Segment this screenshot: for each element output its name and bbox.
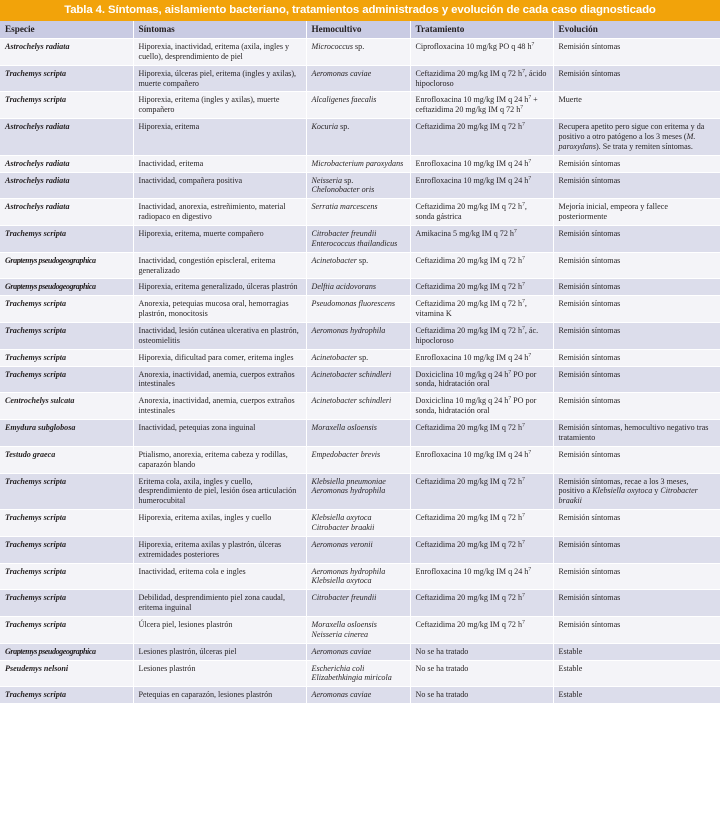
- table-row: [0, 420, 720, 447]
- cell-evolucion: Remisión síntomas: [553, 446, 720, 473]
- cell-especie: Testudo graeca: [0, 446, 133, 473]
- cell-evolucion: Remisión síntomas: [553, 172, 720, 199]
- cell-sintomas: Hiporexia, eritema axilas, ingles y cuello: [133, 510, 306, 537]
- table-row: [0, 590, 720, 617]
- table-row: [0, 393, 720, 420]
- cell-especie: Trachemys scripta: [0, 296, 133, 323]
- cell-tratamiento: Ceftazidima 20 mg/kg IM q 72 $h^7$, ácido hipocloroso: [410, 65, 553, 92]
- column-header-hemocultivo: Hemocultivo: [306, 21, 410, 39]
- table-row: [0, 172, 720, 199]
- cell-sintomas: Lesiones plastrón, úlceras piel: [133, 643, 306, 660]
- cell-especie: Trachemys scripta: [0, 687, 133, 704]
- cell-evolucion: Remisión síntomas: [553, 226, 720, 253]
- table-row: [0, 199, 720, 226]
- cell-hemocultivo: Klebsiella oxytoca Citrobacter braakii: [306, 510, 410, 537]
- cell-hemocultivo: Aeromonas hydrophila: [306, 323, 410, 350]
- cell-evolucion: Remisión síntomas: [553, 349, 720, 366]
- cell-tratamiento: Ciprofloxacina 10 mg/kg PO q 48 $h^7$: [410, 39, 553, 66]
- cell-sintomas: Inactividad, eritema cola e ingles: [133, 563, 306, 590]
- table-row: [0, 323, 720, 350]
- cell-evolucion: Muerte: [553, 92, 720, 119]
- cell-evolucion: Remisión síntomas: [553, 616, 720, 643]
- cell-tratamiento: Ceftazidima 20 mg/kg IM q 72 $h^7$, ác. hipocloroso: [410, 323, 553, 350]
- cell-tratamiento: Enrofloxacina 10 mg/kg IM q 24 $h^7$: [410, 349, 553, 366]
- cell-sintomas: Inactividad, compañera positiva: [133, 172, 306, 199]
- cell-especie: Trachemys scripta: [0, 473, 133, 510]
- cell-tratamiento: Ceftazidima 20 mg/kg IM q 72 $h^7$: [410, 420, 553, 447]
- cell-evolucion: Estable: [553, 687, 720, 704]
- table-row: [0, 563, 720, 590]
- cell-tratamiento: Enrofloxacina 10 mg/kg IM q 24 $h^7$: [410, 446, 553, 473]
- cell-especie: Trachemys scripta: [0, 92, 133, 119]
- cell-especie: Trachemys scripta: [0, 510, 133, 537]
- cell-tratamiento: Amikacina 5 mg/kg IM q 72 $h^7$: [410, 226, 553, 253]
- cell-hemocultivo: Acinetobacter sp.: [306, 349, 410, 366]
- cell-sintomas: Inactividad, petequias zona inguinal: [133, 420, 306, 447]
- cell-hemocultivo: Moraxella osloensis Neisseria cinerea: [306, 616, 410, 643]
- cell-sintomas: Inactividad, congestión episcleral, eritema generalizado: [133, 252, 306, 279]
- cell-evolucion: Mejoría inicial, empeora y fallece posteriormente: [553, 199, 720, 226]
- cell-especie: Trachemys scripta: [0, 563, 133, 590]
- table-row: [0, 119, 720, 156]
- cell-especie: Trachemys scripta: [0, 349, 133, 366]
- cell-tratamiento: Ceftazidima 20 mg/kg IM q 72 $h^7$: [410, 536, 553, 563]
- cell-hemocultivo: Klebsiella pneumoniae Aeromonas hydrophila: [306, 473, 410, 510]
- cell-tratamiento: Enrofloxacina 10 mg/kg IM q 24 $h^7$: [410, 563, 553, 590]
- table-title: Tabla 4. Síntomas, aislamiento bacteriano, tratamientos administrados y evolución de cada caso diagnosticado: [0, 0, 720, 21]
- cell-hemocultivo: Acinetobacter sp.: [306, 252, 410, 279]
- table-row: [0, 687, 720, 704]
- cell-evolucion: Remisión síntomas: [553, 155, 720, 172]
- table-row: [0, 296, 720, 323]
- cell-tratamiento: Doxiciclina 10 mg/kg q 24 $h^7$ PO por sonda, hidratación oral: [410, 393, 553, 420]
- cell-hemocultivo: Acinetobacter schindleri: [306, 366, 410, 393]
- cell-sintomas: Ptialismo, anorexia, eritema cabeza y rodillas, caparazón blando: [133, 446, 306, 473]
- cell-sintomas: Hiporexia, eritema axilas y plastrón, úlceras extremidades posteriores: [133, 536, 306, 563]
- cell-tratamiento: Ceftazidima 20 mg/kg IM q 72 $h^7$, sonda gástrica: [410, 199, 553, 226]
- cell-hemocultivo: Micrococcus sp.: [306, 39, 410, 66]
- table-row: [0, 446, 720, 473]
- cell-evolucion: Remisión síntomas, hemocultivo negativo tras tratamiento: [553, 420, 720, 447]
- cell-evolucion: Remisión síntomas: [553, 510, 720, 537]
- cell-hemocultivo: Moraxella osloensis: [306, 420, 410, 447]
- table-body: [0, 39, 720, 704]
- data-table: [0, 21, 720, 704]
- cell-hemocultivo: Aeromonas caviae: [306, 643, 410, 660]
- cell-evolucion: Remisión síntomas: [553, 563, 720, 590]
- table-row: [0, 473, 720, 510]
- cell-especie: Graptemys pseudogeographica: [0, 643, 133, 660]
- cell-tratamiento: Doxiciclina 10 mg/kg q 24 $h^7$ PO por sonda, hidratación oral: [410, 366, 553, 393]
- cell-tratamiento: Ceftazidima 20 mg/kg IM q 72 $h^7$, vitamina K: [410, 296, 553, 323]
- cell-hemocultivo: Aeromonas caviae: [306, 687, 410, 704]
- cell-hemocultivo: Empedobacter brevis: [306, 446, 410, 473]
- table-row: [0, 39, 720, 66]
- column-header-especie: Especie: [0, 21, 133, 39]
- cell-hemocultivo: Aeromonas hydrophila Klebsiella oxytoca: [306, 563, 410, 590]
- cell-tratamiento: No se ha tratado: [410, 643, 553, 660]
- cell-tratamiento: Enrofloxacina 10 mg/kg IM q 24 $h^7$: [410, 172, 553, 199]
- cell-sintomas: Hiporexia, eritema: [133, 119, 306, 156]
- cell-evolucion: Estable: [553, 643, 720, 660]
- cell-hemocultivo: Citrobacter freundii: [306, 590, 410, 617]
- cell-especie: Astrochelys radiata: [0, 39, 133, 66]
- cell-evolucion: Remisión síntomas: [553, 393, 720, 420]
- table-row: [0, 155, 720, 172]
- table-row: [0, 660, 720, 687]
- cell-evolucion: Remisión síntomas: [553, 279, 720, 296]
- cell-hemocultivo: Alcaligenes faecalis: [306, 92, 410, 119]
- cell-sintomas: Hiporexia, eritema (ingles y axilas), muerte compañero: [133, 92, 306, 119]
- cell-sintomas: Inactividad, eritema: [133, 155, 306, 172]
- cell-sintomas: Anorexia, petequias mucosa oral, hemorragias plastrón, monocitosis: [133, 296, 306, 323]
- cell-tratamiento: Enrofloxacina 10 mg/kg IM q 24 $h^7$ + ceftazidima 20 mg/kg IM q 72 $h^7$: [410, 92, 553, 119]
- cell-hemocultivo: Delftia acidovorans: [306, 279, 410, 296]
- cell-especie: Pseudemys nelsoni: [0, 660, 133, 687]
- table-row: [0, 279, 720, 296]
- cell-evolucion: Remisión síntomas: [553, 590, 720, 617]
- cell-tratamiento: Ceftazidima 20 mg/kg IM q 72 $h^7$: [410, 252, 553, 279]
- cell-especie: Trachemys scripta: [0, 536, 133, 563]
- table-row: [0, 616, 720, 643]
- cell-hemocultivo: Aeromonas caviae: [306, 65, 410, 92]
- cell-evolucion: Remisión síntomas: [553, 536, 720, 563]
- table-header: [0, 21, 720, 39]
- cell-tratamiento: Ceftazidima 20 mg/kg IM q 72 $h^7$: [410, 590, 553, 617]
- table-row: [0, 349, 720, 366]
- cell-especie: Astrochelys radiata: [0, 172, 133, 199]
- cell-sintomas: Eritema cola, axila, ingles y cuello, desprendimiento de piel, lesión ósea articulación humerocubital: [133, 473, 306, 510]
- cell-especie: Astrochelys radiata: [0, 119, 133, 156]
- cell-sintomas: Inactividad, lesión cutánea ulcerativa en plastrón, osteomielitis: [133, 323, 306, 350]
- cell-especie: Trachemys scripta: [0, 616, 133, 643]
- cell-tratamiento: No se ha tratado: [410, 660, 553, 687]
- cell-sintomas: Hiporexia, inactividad, eritema (axila, ingles y cuello), desprendimiento de piel: [133, 39, 306, 66]
- cell-especie: Trachemys scripta: [0, 590, 133, 617]
- header-row: [0, 21, 720, 39]
- cell-hemocultivo: Neisseria sp. Chelonobacter oris: [306, 172, 410, 199]
- cell-hemocultivo: Aeromonas veronii: [306, 536, 410, 563]
- cell-hemocultivo: Escherichia coli Elizabethkingia miricola: [306, 660, 410, 687]
- cell-sintomas: Inactividad, anorexia, estreñimiento, material radiopaco en digestivo: [133, 199, 306, 226]
- cell-hemocultivo: Citrobacter freundii Enterococcus thailandicus: [306, 226, 410, 253]
- cell-evolucion: Estable: [553, 660, 720, 687]
- cell-especie: Trachemys scripta: [0, 323, 133, 350]
- column-header-sintomas: Síntomas: [133, 21, 306, 39]
- cell-sintomas: Petequias en caparazón, lesiones plastrón: [133, 687, 306, 704]
- cell-evolucion: Recupera apetito pero sigue con eritema y da positivo a otro patógeno a los 3 meses (M. paroxydans). Se trata y remiten síntomas.: [553, 119, 720, 156]
- cell-evolucion: Remisión síntomas, recae a los 3 meses, positivo a Klebsiella oxytoca y Citrobacter braakii: [553, 473, 720, 510]
- cell-sintomas: Hiporexia, eritema generalizado, úlceras plastrón: [133, 279, 306, 296]
- cell-especie: Trachemys scripta: [0, 366, 133, 393]
- cell-tratamiento: No se ha tratado: [410, 687, 553, 704]
- cell-tratamiento: Ceftazidima 20 mg/kg IM q 72 $h^7$: [410, 473, 553, 510]
- column-header-tratamiento: Tratamiento: [410, 21, 553, 39]
- cell-especie: Graptemys pseudogeographica: [0, 279, 133, 296]
- cell-sintomas: Lesiones plastrón: [133, 660, 306, 687]
- table-row: [0, 510, 720, 537]
- cell-sintomas: Debilidad, desprendimiento piel zona caudal, eritema inguinal: [133, 590, 306, 617]
- cell-especie: Astrochelys radiata: [0, 199, 133, 226]
- cell-hemocultivo: Acinetobacter schindleri: [306, 393, 410, 420]
- table-row: [0, 226, 720, 253]
- cell-especie: Centrochelys sulcata: [0, 393, 133, 420]
- table-row: [0, 366, 720, 393]
- cell-especie: Graptemys pseudogeographica: [0, 252, 133, 279]
- cell-hemocultivo: Serratia marcescens: [306, 199, 410, 226]
- cell-evolucion: Remisión síntomas: [553, 366, 720, 393]
- cell-especie: Trachemys scripta: [0, 65, 133, 92]
- cell-especie: Emydura subglobosa: [0, 420, 133, 447]
- cell-sintomas: Anorexia, inactividad, anemia, cuerpos extraños intestinales: [133, 393, 306, 420]
- cell-tratamiento: Ceftazidima 20 mg/kg IM q 72 $h^7$: [410, 279, 553, 296]
- cell-evolucion: Remisión síntomas: [553, 39, 720, 66]
- cell-especie: Trachemys scripta: [0, 226, 133, 253]
- cell-tratamiento: Ceftazidima 20 mg/kg IM q 72 $h^7$: [410, 119, 553, 156]
- table-row: [0, 252, 720, 279]
- cell-tratamiento: Enrofloxacina 10 mg/kg IM q 24 $h^7$: [410, 155, 553, 172]
- cell-hemocultivo: Pseudomonas fluorescens: [306, 296, 410, 323]
- cell-especie: Astrochelys radiata: [0, 155, 133, 172]
- cell-hemocultivo: Kocuria sp.: [306, 119, 410, 156]
- cell-evolucion: Remisión síntomas: [553, 323, 720, 350]
- column-header-evolucion: Evolución: [553, 21, 720, 39]
- cell-tratamiento: Ceftazidima 20 mg/kg IM q 72 $h^7$: [410, 616, 553, 643]
- table-row: [0, 643, 720, 660]
- cell-tratamiento: Ceftazidima 20 mg/kg IM q 72 $h^7$: [410, 510, 553, 537]
- cell-sintomas: Anorexia, inactividad, anemia, cuerpos extraños intestinales: [133, 366, 306, 393]
- cell-evolucion: Remisión síntomas: [553, 252, 720, 279]
- table-row: [0, 65, 720, 92]
- table-row: [0, 536, 720, 563]
- cell-sintomas: Hiporexia, eritema, muerte compañero: [133, 226, 306, 253]
- cell-evolucion: Remisión síntomas: [553, 296, 720, 323]
- cell-sintomas: Úlcera piel, lesiones plastrón: [133, 616, 306, 643]
- cell-evolucion: Remisión síntomas: [553, 65, 720, 92]
- cell-hemocultivo: Microbacterium paroxydans: [306, 155, 410, 172]
- cell-sintomas: Hiporexia, dificultad para comer, eritema ingles: [133, 349, 306, 366]
- cell-sintomas: Hiporexia, úlceras piel, eritema (ingles y axilas), muerte compañero: [133, 65, 306, 92]
- table-row: [0, 92, 720, 119]
